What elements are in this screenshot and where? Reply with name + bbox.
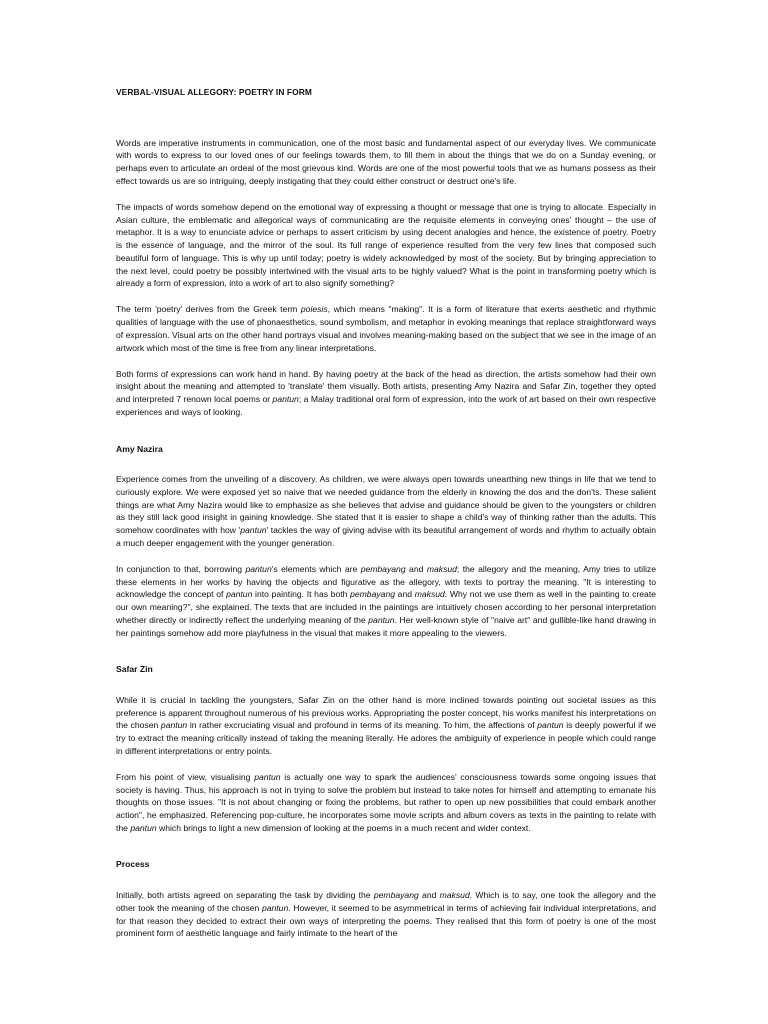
italic-term: pantun bbox=[226, 589, 253, 600]
paragraph bbox=[116, 889, 656, 940]
italic-term: pantun bbox=[537, 720, 564, 731]
italic-term: pantun bbox=[160, 720, 188, 731]
section-amy-nazira bbox=[116, 443, 656, 640]
italic-term: pantun bbox=[272, 394, 299, 405]
text-run: and bbox=[405, 563, 427, 574]
text-run: The impacts of words somehow depend on the emotional way of expressing a thought or message that one is trying to allocate. Especially in Asian culture, the emblematic and allegorical ways of communicating are the requisite elements in conveying ones' thought – the use of metaphor. It is a way to enunciate advice or perhaps to assert criticism by using decent analogies and hence, the existence of poetry. Poetry is the essence of language, and the mirror of the soul. Its full range of experience resulted from the very few lines that composed such beautiful form of language. This is why up until today; poetry is widely acknowledged by most of the society. But by bringing appreciation to the next level, could poetry be possibly intertwined with the visual arts to be highly valued? What is the point in transforming poetry which is already a form of expression, into a work of art to also signify something? bbox=[116, 202, 656, 289]
text-run: in rather excruciating visual and profound in terms of its meaning. To him, the affections of bbox=[187, 720, 538, 731]
paragraph bbox=[116, 303, 656, 354]
text-run: ; the allegory and the meaning, Amy tries to utilize these elements in her works by having the objects and figurative as the allegory, with texts to portray the meaning. "It is interesting to acknowledge the concept of bbox=[116, 563, 656, 600]
italic-term: pembayang bbox=[373, 890, 419, 901]
italic-term: pantun bbox=[130, 822, 157, 833]
paragraph bbox=[116, 368, 656, 419]
italic-term: pantun bbox=[245, 563, 272, 574]
text-run: . Her well-known style of "naive art" and gullible-like hand drawing in her paintings somehow add more playfulness in the visual that makes it more appealing to the viewers. bbox=[116, 614, 656, 638]
text-run: Words are imperative instruments in communication, one of the most basic and fundamental aspect of our everyday lives. We communicate with words to express to our loved ones of our feelings towards them, to fill them in about the things that we do on a Sunday evening, or perhaps even to articulate an ordeal of the most grievous kind. Words are one of the most powerful tools that we as humans possess as their effect towards us are so intriguing, deeply instigating that they could either construct or destruct one's life. bbox=[116, 137, 656, 186]
text-run: is actually one way to spark the audiences' consciousness towards some ongoing issues that society is having. Thus, his approach is not in trying to solve the problem but instead to take notes for himself and attempting to emanate his thoughts on those issues. "It is not about changing or fixing the problems, but rather to open up new possibilities that could embark another action", he emphasized. Referencing pop-culture, he incorporates some movie scripts and album covers as texts in the painting to relate with the bbox=[116, 771, 657, 833]
text-run: While it is crucial in tackling the youngsters, Safar Zin on the other hand is more inclined towards pointing out societal issues as this preference is apparent throughout numerous of his previous works. Appropriating the poster concept, his works manifest his interpretations on the chosen bbox=[116, 694, 656, 731]
section-safar-zin bbox=[116, 663, 656, 834]
text-run: ; a Malay traditional oral form of expression, into the work of art based on their own respective experiences and ways of looking. bbox=[116, 394, 656, 417]
section-heading: Safar Zin bbox=[116, 664, 153, 675]
intro-section bbox=[116, 137, 656, 419]
paragraph bbox=[116, 694, 656, 758]
document-title: VERBAL-VISUAL ALLEGORY: POETRY IN FORM bbox=[116, 87, 312, 97]
paragraph bbox=[116, 137, 656, 188]
text-run: Both forms of expressions can work hand in hand. By having poetry at the back of the head as direction, the artists somehow had their own insight about the meaning and attempted to 'translate' them visually. Both artists, presenting Amy Nazira and Safar Zin, together they opted and interpreted 7 renown local poems or bbox=[116, 368, 656, 405]
text-run: and bbox=[395, 589, 415, 600]
italic-term: poiesis bbox=[300, 304, 328, 315]
text-run: 's elements which are bbox=[271, 563, 361, 574]
section-heading: Amy Nazira bbox=[116, 443, 163, 454]
italic-term: pantun bbox=[240, 525, 267, 536]
body-sections bbox=[116, 443, 656, 940]
text-run: into painting. It has both bbox=[252, 589, 351, 600]
text-run: and bbox=[418, 890, 440, 901]
paragraph bbox=[116, 563, 656, 639]
paragraph bbox=[116, 771, 656, 835]
text-run: From his point of view, visualising bbox=[116, 771, 255, 782]
text-run: Initially, both artists agreed on separating the task by dividing the bbox=[116, 890, 374, 901]
document-page bbox=[116, 86, 656, 953]
text-run: . Why not we use them as well in the painting to create our own meaning?", she explained. The texts that are included in the paintings are intuitively chosen according to her personal interpretation whether directly or indirectly reflect the underlying meaning of the bbox=[116, 589, 656, 625]
text-run: , which means "making". It is a form of literature that exerts aesthetic and rhythmic qualities of language with the use of phonaesthetics, sound symbolism, and metaphor in evoking meanings that replace straightforward ways of expression. Visual arts on the other hand portrays visual and involves meaning-making based on the subject that we see in the image of an artwork which most of the time is free from any linear interpretations. bbox=[116, 304, 656, 353]
text-run: . Which is to say, one took the allegory and the other took the meaning of the chosen bbox=[116, 890, 657, 913]
text-run: which brings to light a new dimension of looking at the poems in a much recent and wider context. bbox=[156, 822, 531, 833]
italic-term: pantun bbox=[368, 614, 395, 625]
paragraph bbox=[116, 201, 656, 290]
text-run: . However, it seemed to be asymmetrical in terms of achieving fair individual interpretations, and for that reason they decided to extract their own ways of interpreting the poems. They realised that this form of poetry is one of the most prominent form of aesthetic language and fairly intimate to the heart of the bbox=[116, 902, 656, 939]
paragraph bbox=[116, 473, 656, 549]
italic-term: maksud bbox=[439, 890, 470, 901]
italic-term: maksud bbox=[426, 563, 457, 574]
italic-term: pembayang bbox=[360, 563, 406, 574]
italic-term: pantun bbox=[254, 771, 281, 782]
section-process bbox=[116, 858, 656, 940]
text-run: The term 'poetry' derives from the Greek term bbox=[116, 304, 301, 315]
italic-term: pembayang bbox=[350, 589, 396, 600]
section-heading: Process bbox=[116, 859, 150, 870]
text-run: is deeply powerful if we try to extract the meaning critically instead of taking the meaning literally. He adores the ambiguity of experience in people which could range in different interpretations or entry points. bbox=[116, 720, 657, 756]
italic-term: maksud bbox=[414, 589, 445, 600]
italic-term: pantun bbox=[261, 902, 289, 913]
text-run: ' tackles the way of giving advise with its beautiful arrangement of words and rhythm to actually obtain a much deeper engagement with the younger generation. bbox=[116, 525, 656, 548]
text-run: Experience comes from the unveiling of a discovery. As children, we were always open towards unearthing new things in life that we tend to curiously explore. We were exposed yet so naive that we needed guidance from the elderly in knowing the dos and the don'ts. These salient things are what Amy Nazira would like to emphasize as she believes that advise and guidance should be given to the youngsters or children as they still lack good insight in gaining knowledge. She stated that it is easier to shape a child's way of thinking rather than the adults. This somehow coordinates with how ' bbox=[116, 474, 656, 536]
text-run: In conjunction to that, borrowing bbox=[116, 563, 246, 574]
